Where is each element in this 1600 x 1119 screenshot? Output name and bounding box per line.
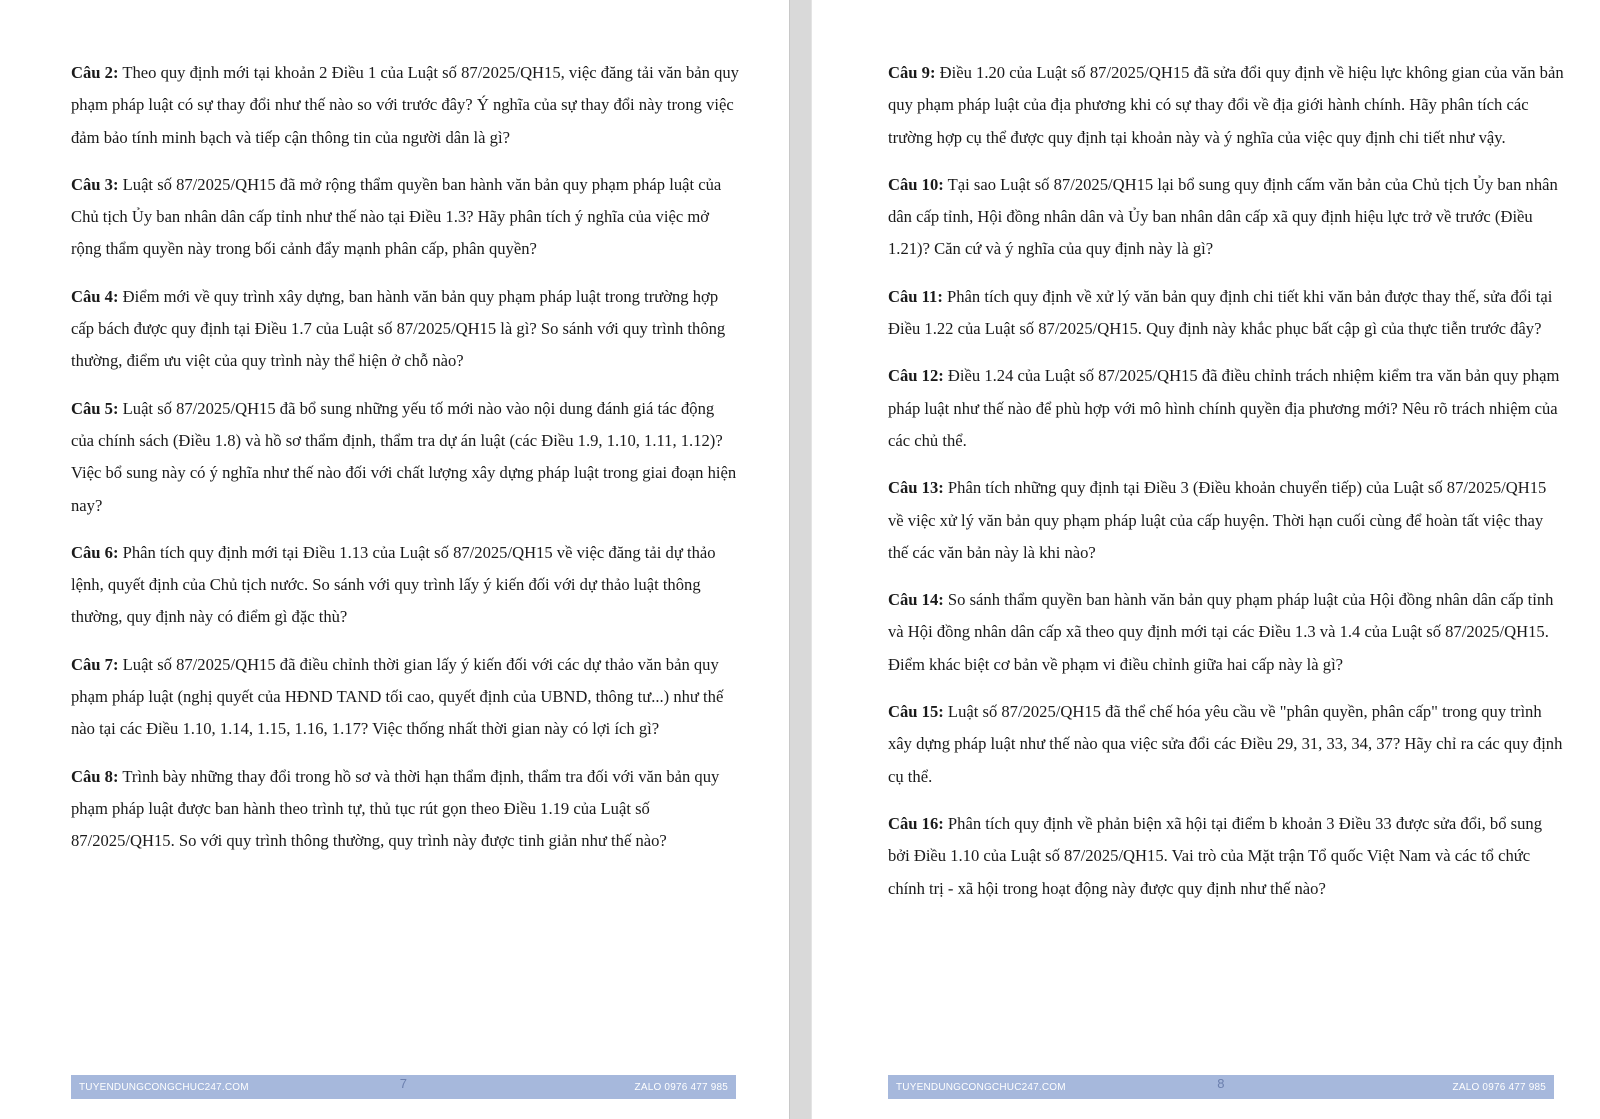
- footer-site-text: TUYENDUNGCONGCHUC247.COM: [896, 1081, 1066, 1093]
- question-label: Câu 8:: [71, 766, 119, 786]
- question-text: Phân tích quy định mới tại Điều 1.13 của Luật số 87/2025/QH15 về việc đăng tải dự thảo lệnh, quyết định của Chủ tịch nước. So sánh với quy trình lấy ý kiến đối với dự thảo luật thông thường, quy định này có điểm gì đặc thù?: [71, 542, 716, 627]
- question-15: [888, 696, 1564, 793]
- question-label: Câu 5:: [71, 398, 119, 418]
- footer-zalo-text: ZALO 0976 477 985: [1452, 1081, 1546, 1093]
- question-4: [71, 281, 741, 378]
- question-text: Luật số 87/2025/QH15 đã điều chỉnh thời gian lấy ý kiến đối với các dự thảo văn bản quy phạm pháp luật (nghị quyết của HĐND TAND tối cao, quyết định của UBND, thông tư...) như thế nào tại các Điều 1.10, 1.14, 1.15, 1.16, 1.17? Việc thống nhất thời gian này có lợi ích gì?: [71, 654, 724, 739]
- question-label: Câu 13:: [888, 478, 944, 498]
- question-text: Theo quy định mới tại khoản 2 Điều 1 của Luật số 87/2025/QH15, việc đăng tải văn bản quy phạm pháp luật có sự thay đổi như thế nào so với trước đây? Ý nghĩa của sự thay đổi này trong việc đảm bảo tính minh bạch và tiếp cận thông tin của người dân là gì?: [71, 63, 739, 147]
- question-label: Câu 14:: [888, 590, 944, 610]
- footer-site-text: TUYENDUNGCONGCHUC247.COM: [79, 1081, 249, 1093]
- question-text: Điều 1.20 của Luật số 87/2025/QH15 đã sửa đổi quy định về hiệu lực không gian của văn bản quy phạm pháp luật của địa phương khi có sự thay đổi về địa giới hành chính. Hãy phân tích các trường hợp cụ thể được quy định tại khoản này và ý nghĩa của việc quy định chi tiết như vậy.: [888, 63, 1564, 147]
- question-text: Phân tích quy định về xử lý văn bản quy định chi tiết khi văn bản được thay thế, sửa đổi tại Điều 1.22 của Luật số 87/2025/QH15. Quy định này khắc phục bất cập gì của thực tiễn trước đây?: [888, 286, 1553, 339]
- question-13: [888, 472, 1564, 569]
- question-label: Câu 9:: [888, 63, 936, 82]
- question-text: Điểm mới về quy trình xây dựng, ban hành văn bản quy phạm pháp luật trong trường hợp cấp bách được quy định tại Điều 1.7 của Luật số 87/2025/QH15 là gì? So sánh với quy trình thông thường, điểm ưu việt của quy trình này thể hiện ở chỗ nào?: [71, 286, 726, 371]
- question-text: Luật số 87/2025/QH15 đã thể chế hóa yêu cầu về "phân quyền, phân cấp" trong quy trình xây dựng pháp luật như thế nào qua việc sửa đổi các Điều 29, 31, 33, 34, 37? Hãy chỉ ra các quy định cụ thể.: [888, 702, 1563, 786]
- question-text: Luật số 87/2025/QH15 đã bổ sung những yếu tố mới nào vào nội dung đánh giá tác động của chính sách (Điều 1.8) và hồ sơ thẩm định, thẩm tra dự án luật (các Điều 1.9, 1.10, 1.11, 1.12)? Việc bổ sung này có ý nghĩa như thế nào đối với chất lượng xây dựng pháp luật trong giai đoạn hiện nay?: [71, 398, 737, 515]
- question-label: Câu 4:: [71, 286, 119, 306]
- question-label: Câu 7:: [71, 654, 119, 674]
- question-label: Câu 16:: [888, 813, 944, 833]
- page-7: [0, 0, 789, 1119]
- page-7-content: [71, 57, 741, 873]
- page-7-footer: [71, 1075, 736, 1099]
- question-10: [888, 169, 1564, 266]
- question-label: Câu 15:: [888, 702, 944, 722]
- question-11: [888, 281, 1564, 346]
- question-12: [888, 360, 1564, 457]
- question-2: [71, 57, 741, 154]
- question-text: Điều 1.24 của Luật số 87/2025/QH15 đã điều chỉnh trách nhiệm kiểm tra văn bản quy phạm pháp luật như thế nào để phù hợp với mô hình chính quyền địa phương mới? Nêu rõ trách nhiệm của các chủ thể.: [888, 366, 1560, 450]
- question-text: Trình bày những thay đổi trong hồ sơ và thời hạn thẩm định, thẩm tra đối với văn bản quy phạm pháp luật được ban hành theo trình tự, thủ tục rút gọn theo Điều 1.19 của Luật số 87/2025/QH15. So với quy trình thông thường, quy trình này được tinh giản như thế nào?: [71, 766, 720, 851]
- question-6: [71, 537, 741, 634]
- question-9: [888, 57, 1564, 154]
- question-label: Câu 12:: [888, 366, 944, 386]
- question-text: So sánh thẩm quyền ban hành văn bản quy phạm pháp luật của Hội đồng nhân dân cấp tỉnh và Hội đồng nhân dân cấp xã theo quy định mới tại các Điều 1.3 và 1.4 của Luật số 87/2025/QH15. Điểm khác biệt cơ bản về phạm vi điều chỉnh giữa hai cấp này là gì?: [888, 590, 1554, 674]
- question-label: Câu 11:: [888, 286, 943, 306]
- question-8: [71, 761, 741, 858]
- page-8-footer: [888, 1075, 1554, 1099]
- page-number: 7: [399, 1076, 408, 1091]
- question-text: Phân tích quy định về phản biện xã hội tại điểm b khoản 3 Điều 33 được sửa đổi, bổ sung bởi Điều 1.10 của Luật số 87/2025/QH15. Vai trò của Mặt trận Tổ quốc Việt Nam và các tổ chức chính trị - xã hội trong hoạt động này được quy định như thế nào?: [888, 813, 1543, 898]
- question-label: Câu 6:: [71, 542, 119, 562]
- question-14: [888, 584, 1564, 681]
- footer-zalo-text: ZALO 0976 477 985: [634, 1081, 728, 1093]
- question-5: [71, 393, 741, 522]
- question-7: [71, 649, 741, 746]
- question-text: Tại sao Luật số 87/2025/QH15 lại bổ sung quy định cấm văn bản của Chủ tịch Ủy ban nhân dân cấp tỉnh, Hội đồng nhân dân và Ủy ban nhân dân cấp xã quy định hiệu lực trở về trước (Điều 1.21)? Căn cứ và ý nghĩa của quy định này là gì?: [888, 174, 1558, 259]
- question-16: [888, 808, 1564, 905]
- page-8: [812, 0, 1600, 1119]
- question-text: Luật số 87/2025/QH15 đã mở rộng thẩm quyền ban hành văn bản quy phạm pháp luật của Chủ tịch Ủy ban nhân dân cấp tỉnh như thế nào tại Điều 1.3? Hãy phân tích ý nghĩa của việc mở rộng thẩm quyền này trong bối cảnh đẩy mạnh phân cấp, phân quyền?: [71, 174, 722, 259]
- page-8-content: [888, 57, 1564, 920]
- page-number: 8: [1217, 1076, 1225, 1091]
- question-label: Câu 2:: [71, 63, 119, 82]
- question-text: Phân tích những quy định tại Điều 3 (Điều khoản chuyển tiếp) của Luật số 87/2025/QH15 về việc xử lý văn bản quy phạm pháp luật của cấp huyện. Thời hạn cuối cùng để hoàn tất việc thay thế các văn bản này là khi nào?: [888, 478, 1547, 562]
- question-label: Câu 3:: [71, 174, 119, 194]
- page-separator: [789, 0, 812, 1119]
- question-3: [71, 169, 741, 266]
- question-label: Câu 10:: [888, 174, 944, 194]
